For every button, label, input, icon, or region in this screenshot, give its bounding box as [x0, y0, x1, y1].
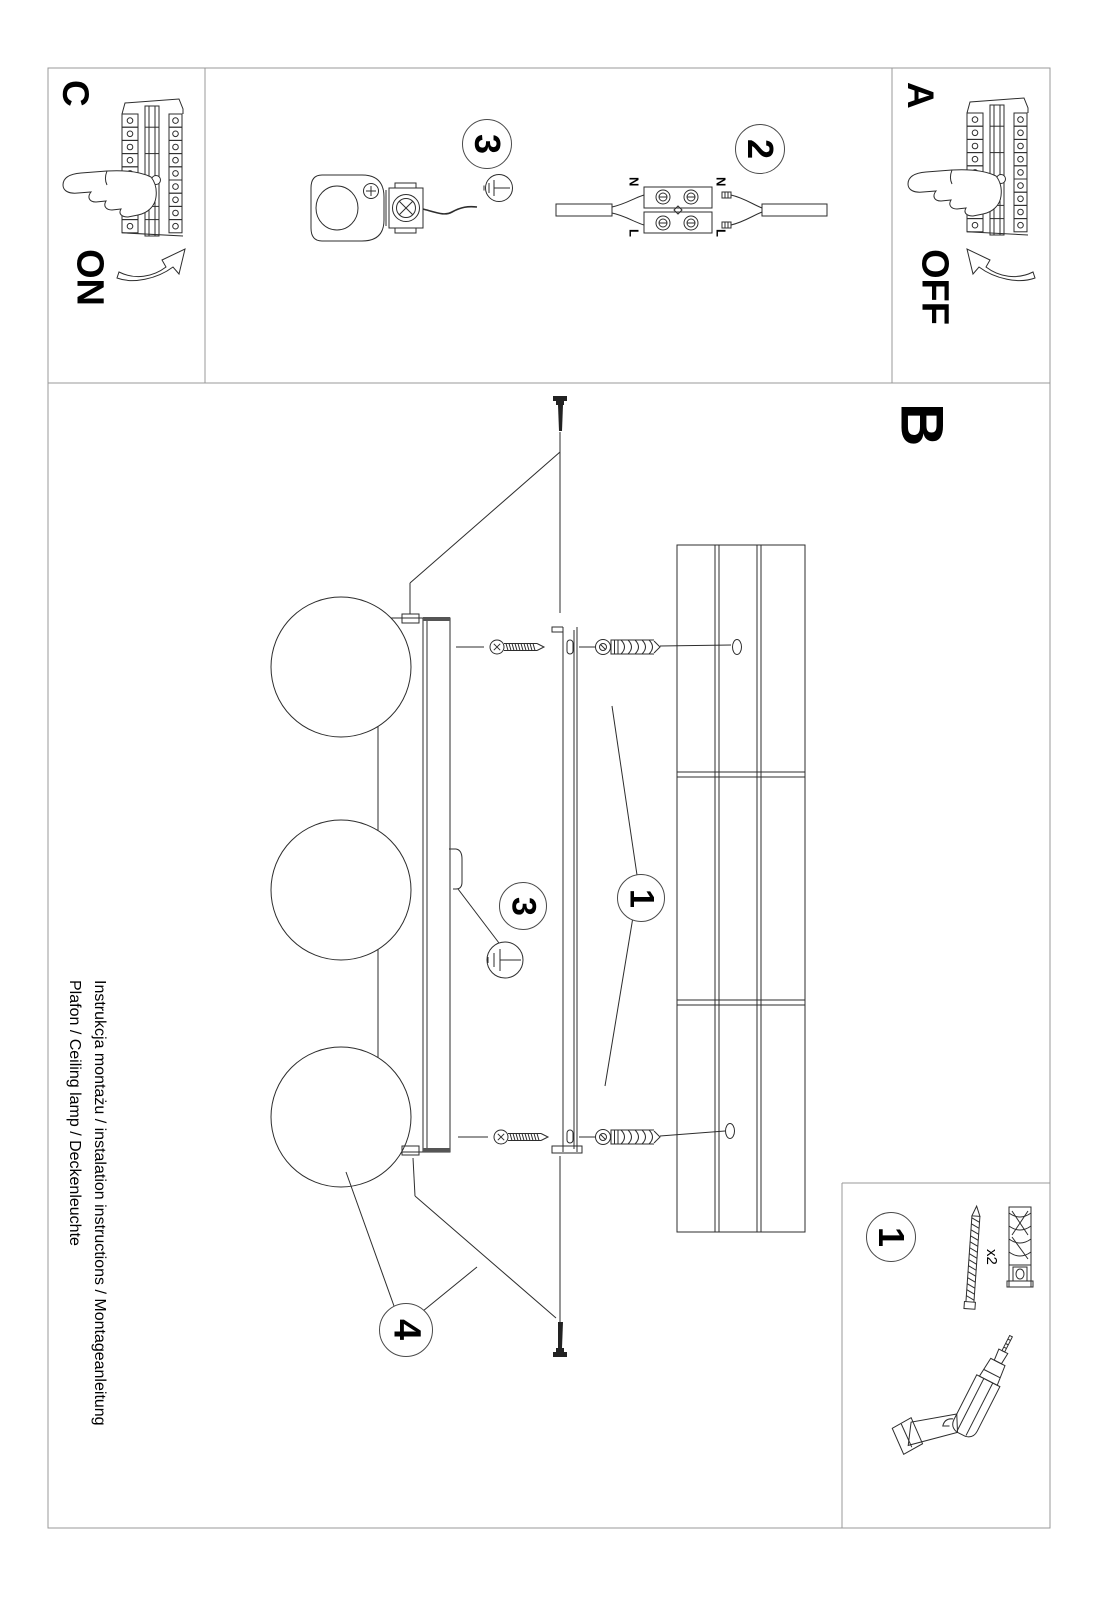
fixing-screw-bottom-icon — [553, 1322, 567, 1357]
drill-hole — [726, 1124, 735, 1139]
assembly-axis-lines — [410, 432, 560, 1322]
panel-a-label: A — [900, 81, 941, 109]
earth-symbol-icon — [487, 942, 523, 978]
mounting-bracket — [552, 627, 582, 1153]
step-3-badge: 3 — [462, 119, 512, 169]
glass-globe — [271, 597, 411, 737]
parts-wall-plug-icon — [1007, 1207, 1033, 1287]
step-2-badge: 2 — [735, 124, 785, 174]
drill-hole — [733, 640, 742, 655]
terminal-screw-icon — [656, 190, 698, 230]
leader-lines-step4 — [346, 1172, 477, 1311]
bracket-slot — [567, 640, 573, 654]
pressing-hand-icon — [63, 171, 156, 217]
earth-hook — [449, 849, 462, 889]
panel-b-label: B — [888, 403, 956, 447]
parts-1-badge: 1 — [866, 1212, 916, 1262]
wire-label-n: N — [626, 177, 642, 187]
terminal-block-illustration — [556, 187, 827, 233]
exploded-view — [271, 396, 805, 1357]
supply-cable — [556, 204, 612, 216]
pressing-hand-icon — [908, 170, 1001, 216]
step-3-badge: 3 — [499, 882, 547, 930]
earth-wire — [423, 207, 477, 214]
quantity-label: x2 — [983, 1249, 1000, 1265]
lamp-body — [271, 597, 462, 1187]
step-1-badge: 1 — [617, 874, 665, 922]
bracket-slot — [567, 1130, 573, 1143]
turn-on-arrow-icon — [117, 249, 185, 281]
earth-symbol-icon — [484, 175, 513, 202]
fixing-screw-top-icon — [553, 396, 567, 431]
earth-lug-illustration — [311, 175, 513, 242]
turn-off-arrow-icon — [967, 249, 1035, 281]
glass-globe — [271, 820, 411, 960]
step-4-badge: 4 — [379, 1303, 433, 1357]
product-type-line: Plafon / Ceiling lamp / Deckenleuchte — [66, 980, 83, 1246]
ceiling-panel — [677, 545, 805, 1232]
off-label: OFF — [913, 249, 956, 325]
wire-label-n: N — [713, 177, 729, 187]
panel-c-label: C — [55, 79, 96, 107]
glass-globe — [271, 1047, 411, 1187]
wire-label-l: L — [713, 229, 729, 237]
wire-label-l: L — [626, 229, 642, 237]
instructions-title-line: Instrukcja montażu / instalation instructions / Montageanleitung — [91, 980, 108, 1426]
lamp-cable — [762, 204, 827, 216]
drill-icon — [884, 1307, 1023, 1479]
parts-screw-icon — [964, 1206, 982, 1310]
footer-title — [62, 980, 112, 1532]
frame-borders — [48, 68, 1050, 1528]
on-label: ON — [68, 248, 111, 306]
